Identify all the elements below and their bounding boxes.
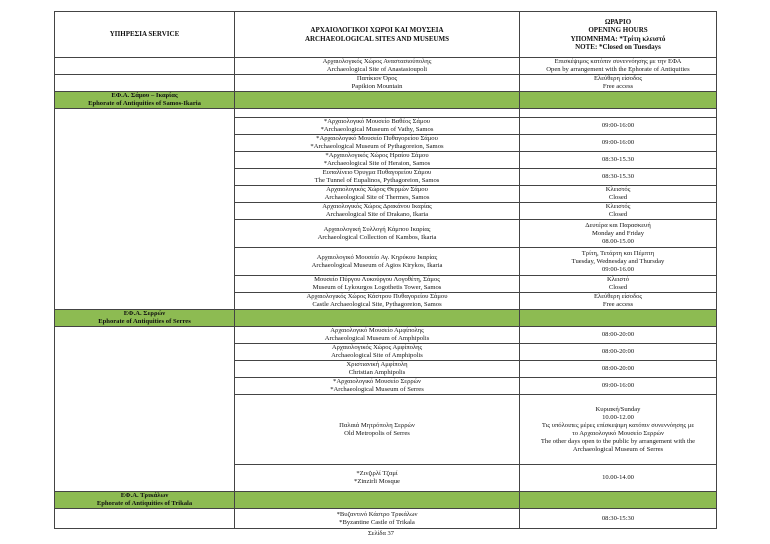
- hours-cell: Κλειστός Closed: [520, 186, 717, 203]
- site-cell: *Αρχαιολογικός Χώρος Ηραίου Σάμου *Archaeological Site of Heraion, Samos: [235, 152, 520, 169]
- spacer-row: [55, 109, 717, 118]
- section-header-samos: [55, 92, 717, 109]
- hours-cell: Ελεύθερη είσοδος Free access: [520, 75, 717, 92]
- table-row: [55, 135, 717, 152]
- hours-cell: 08:30-15.30: [520, 152, 717, 169]
- site-cell: *Αρχαιολογικό Μουσείο Βαθέος Σάμου *Archaeological Museum of Vathy, Samos: [235, 118, 520, 135]
- table-row: [55, 378, 717, 395]
- header-hours: ΩΡΑΡΙΟ OPENING HOURS ΥΠΟΜΝΗΜΑ: *Τρίτη κλειστό NOTE: *Closed on Tuesdays: [520, 12, 717, 58]
- site-cell: Αρχαιολογικός Χώρος Αμφίπολης Archaeological Site of Amphipolis: [235, 344, 520, 361]
- site-cell: Αρχαιολογικός Χώρος Κάστρου Πυθαγορείου Σάμου Castle Archaeological Site, Pythagoreion, Samos: [235, 293, 520, 310]
- hours-cell: Κλειστό Closed: [520, 276, 717, 293]
- hours-cell: 09:00-16:00: [520, 118, 717, 135]
- site-cell: Αρχαιολογική Συλλογή Κάμπου Ικαρίας Archaeological Collection of Kambos, Ikaria: [235, 220, 520, 248]
- table-row: [55, 293, 717, 310]
- header-sites: ΑΡΧΑΙΟΛΟΓΙΚΟΙ ΧΩΡΟΙ ΚΑΙ ΜΟΥΣΕΙΑ ARCHAEOLOGICAL SITES AND MUSEUMS: [235, 12, 520, 58]
- site-cell: Χριστιανική Αμφίπολη Christian Amphipolis: [235, 361, 520, 378]
- table-row: [55, 220, 717, 248]
- site-cell: *Ζινζιρλί Τζαμί *Zinzirli Mosque: [235, 465, 520, 492]
- hours-cell: 09:00-16:00: [520, 135, 717, 152]
- table-row: [55, 361, 717, 378]
- site-cell: *Αρχαιολογικό Μουσείο Σερρών *Archaeological Museum of Serres: [235, 378, 520, 395]
- table-row: [55, 169, 717, 186]
- site-cell: Παλαιά Μητρόπολη Σερρών Old Metropolis of Serres: [235, 395, 520, 465]
- hours-cell: Ελεύθερη είσοδος Free access: [520, 293, 717, 310]
- hours-cell: 08:30-15.30: [520, 169, 717, 186]
- table-row: [55, 152, 717, 169]
- table-row: [55, 465, 717, 492]
- table-row: [55, 186, 717, 203]
- hours-cell: 10.00-14.00: [520, 465, 717, 492]
- section-header-serres: [55, 310, 717, 327]
- hours-cell: Κλειστός Closed: [520, 203, 717, 220]
- table-row: [55, 58, 717, 75]
- table-row: [55, 276, 717, 293]
- hours-cell: 08:00-20:00: [520, 344, 717, 361]
- site-cell: Αρχαιολογικός Χώρος Δρακάνου Ικαρίας Archaeological Site of Drakano, Ikaria: [235, 203, 520, 220]
- page-number: Σελίδα 37: [368, 530, 395, 537]
- hours-cell: Δευτέρα και Παρασκευή Monday and Friday 08.00-15.00: [520, 220, 717, 248]
- ephorate-label: ΕΦ.Α. Σερρών Ephorate of Antiquities of Serres: [55, 310, 235, 327]
- site-cell: Ευπαλίνειο Όρυγμα Πυθαγορείου Σάμου The Tunnel of Eupalinos, Pythagoreion, Samos: [235, 169, 520, 186]
- table-row: [55, 344, 717, 361]
- hours-cell: 08:30-15:30: [520, 509, 717, 529]
- site-cell: *Αρχαιολογικό Μουσείο Πυθαγορείου Σάμου *Archaeological Museum of Pythagoreion, Samos: [235, 135, 520, 152]
- header-service: ΥΠΗΡΕΣΙΑ SERVICE: [55, 12, 235, 58]
- site-cell: Αρχαιολογικό Μουσείο Αγ. Κηρύκου Ικαρίας Archaeological Museum of Agios Kirykos, Ikaria: [235, 248, 520, 276]
- hours-cell: Κυριακή/Sunday 10.00-12.00 Τις υπόλοιπες μέρες επίσκεψιμη κατόπιν συνεννόησης με το Αρχαιολογικό Μουσείο Σερρών The other days open to the public by arrangement with the Archaeological Museum of Serres: [520, 395, 717, 465]
- ephorate-label: ΕΦ.Α. Σάμου – Ικαρίας Ephorate of Antiquities of Samos-Ikaria: [55, 92, 235, 109]
- site-cell: Παπίκιον Όρος Papikion Mountain: [235, 75, 520, 92]
- hours-cell: 09:00-16:00: [520, 378, 717, 395]
- table-row: [55, 395, 717, 465]
- table-row: [55, 248, 717, 276]
- table-row: [55, 75, 717, 92]
- hours-cell: Επισκέψιμος κατόπιν συνεννόησης με την ΕΦΑ Open by arrangement with the Ephorate of Antiquities: [520, 58, 717, 75]
- table-row: [55, 327, 717, 344]
- site-cell: *Βυζαντινό Κάστρο Τρικάλων *Byzantine Castle of Trikala: [235, 509, 520, 529]
- site-cell: Αρχαιολογικός Χώρος Αναστασιούπολης Archaeological Site of Anastasioupoli: [235, 58, 520, 75]
- table-row: [55, 118, 717, 135]
- ephorate-label: ΕΦ.Α. Τρικάλων Ephorate of Antiquities of Trikala: [55, 492, 235, 509]
- site-cell: Αρχαιολογικό Μουσείο Αμφίπολης Archaeological Museum of Amphipolis: [235, 327, 520, 344]
- site-cell: Μουσείο Πύργου Λυκούργου Λογοθέτη, Σάμος Museum of Lykourgos Logothetis Tower, Samos: [235, 276, 520, 293]
- site-cell: Αρχαιολογικός Χώρος Θερμών Σάμου Archaeological Site of Thermes, Samos: [235, 186, 520, 203]
- section-header-trikala: [55, 492, 717, 509]
- table-header-row: [55, 12, 717, 58]
- opening-hours-table: [54, 11, 717, 529]
- hours-cell: Τρίτη, Τετάρτη και Πέμπτη Tuesday, Wednesday and Thursday 09:00-16.00: [520, 248, 717, 276]
- table-row: [55, 203, 717, 220]
- table-row: [55, 509, 717, 529]
- hours-cell: 08:00-20:00: [520, 327, 717, 344]
- hours-cell: 08:00-20:00: [520, 361, 717, 378]
